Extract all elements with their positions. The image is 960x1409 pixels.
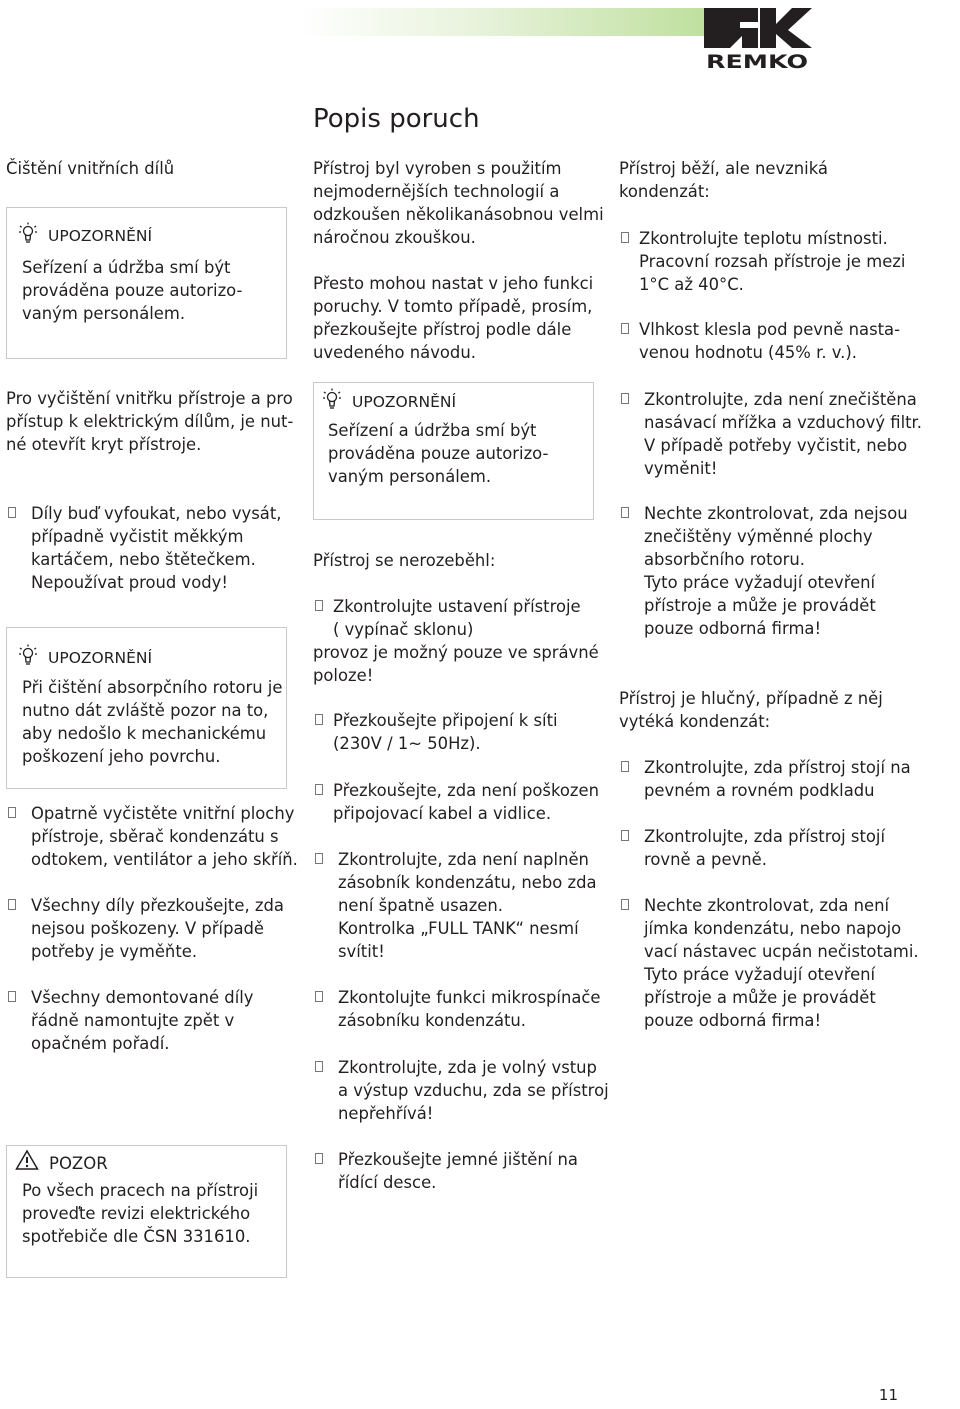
bullet-continuation: provoz je možný pouze ve správné poloze!	[313, 643, 599, 685]
intro-paragraph-1: Přístroj byl vyroben s použitím nejmodernějších technologií a odzkoušen několikanásobnou velmi náročnou zkouškou.	[313, 159, 604, 247]
intro-paragraph-2: Přesto mohou nastat v jeho funkci poruchy. V tomto případě, prosím, přezkoušejte přístroj podle dále uvedeného návodu.	[313, 274, 594, 362]
lightbulb-icon	[18, 222, 38, 250]
bullet-box-icon	[8, 807, 16, 818]
page-number: 11	[878, 1386, 898, 1404]
note-body: Seřízení a údržba smí být prováděna pouze autorizo- vaným personálem.	[22, 258, 243, 323]
note-body: Po všech pracech na přístroji proveďte revizi elektrického spotřebiče dle ČSN 331610.	[22, 1181, 259, 1246]
section-heading-cleaning: Čištění vnitřních dílů	[6, 159, 175, 178]
bullet-item: Opatrně vyčistěte vnitřní plochy přístroje, sběrač kondenzátu s odtokem, ventilátor a jeho skříň.	[31, 804, 298, 869]
cleaning-intro: Pro vyčištění vnitřku přístroje a pro přístup k elektrickým dílům, je nut- né otevřít kryt přístroje.	[6, 389, 294, 454]
page-title: Popis poruch	[313, 104, 480, 134]
warning-note-1	[6, 207, 287, 359]
note-label: UPOZORNĚNÍ	[48, 648, 153, 667]
section-heading-not-starting: Přístroj se nerozeběhl:	[313, 551, 496, 570]
bullet-box-icon	[315, 991, 323, 1002]
note-label: POZOR	[49, 1153, 108, 1173]
bullet-box-icon	[315, 1153, 323, 1164]
bullet-box-icon	[315, 714, 323, 725]
bullet-item: Zkontrolujte, zda není znečištěna nasávací mřížka a vzduchový filtr. V případě potřeby vyčistit, nebo vyměnit!	[644, 390, 922, 478]
header-gradient-bar	[300, 8, 705, 36]
section-heading-no-condensate: Přístroj běží, ale nevzniká kondenzát:	[619, 159, 828, 201]
warning-triangle-icon	[15, 1149, 39, 1177]
lightbulb-icon	[18, 644, 38, 672]
bullet-item: Nechte zkontrolovat, zda nejsou znečištěny výměnné plochy absorbčního rotoru. Tyto práce vyžadují otevření přístroje a může je provádět pouze odborná firma!	[644, 504, 908, 638]
bullet-item: Zkontolujte funkci mikrospínače zásobníku kondenzátu.	[338, 988, 601, 1030]
bullet-item: Zkontrolujte, zda přístroj stojí rovně a pevně.	[644, 827, 886, 869]
bullet-box-icon	[621, 761, 629, 772]
bullet-box-icon	[621, 830, 629, 841]
bullet-box-icon	[621, 232, 629, 243]
bullet-box-icon	[621, 507, 629, 518]
bullet-item: Díly buď vyfoukat, nebo vysát, případně vyčistit měkkým kartáčem, nebo štětečkem. Nepoužívat proud vody!	[31, 504, 282, 592]
bullet-item: Přezkoušejte jemné jištění na řídící desce.	[338, 1150, 578, 1192]
note-label: UPOZORNĚNÍ	[48, 226, 153, 245]
bullet-item: Přezkoušejte připojení k síti (230V / 1~ 50Hz).	[333, 711, 558, 753]
bullet-box-icon	[621, 899, 629, 910]
bullet-item: Všechny demontované díly řádně namontujte zpět v opačném pořadí.	[31, 988, 254, 1053]
note-body: Seřízení a údržba smí být prováděna pouze autorizo- vaným personálem.	[328, 421, 549, 486]
warning-note-2	[6, 627, 287, 789]
brand-text: REMKO	[706, 51, 808, 72]
bullet-box-icon	[315, 600, 323, 611]
bullet-box-icon	[8, 899, 16, 910]
bullet-item: Všechny díly přezkoušejte, zda nejsou poškozeny. V případě potřeby je vyměňte.	[31, 896, 284, 961]
bullet-item: Vlhkost klesla pod pevně nasta- venou hodnotu (45% r. v.).	[639, 320, 901, 362]
bullet-box-icon	[621, 323, 629, 334]
note-body: Při čištění absorpčního rotoru je nutno dát zvláště pozor na to, aby nedošlo k mechanickému poškození jeho povrchu.	[22, 678, 283, 766]
bullet-box-icon	[621, 393, 629, 404]
bullet-box-icon	[315, 1061, 323, 1072]
bullet-item: Zkontrolujte teplotu místnosti. Pracovní rozsah přístroje je mezi 1°C až 40°C.	[639, 229, 906, 294]
note-label: UPOZORNĚNÍ	[352, 392, 457, 411]
bullet-item: Zkontrolujte, zda není naplněn zásobník kondenzátu, nebo zda není špatně usazen. Kontrolka „FULL TANK“ nesmí svítit!	[338, 850, 597, 961]
lightbulb-icon	[322, 388, 342, 416]
bullet-item: Přezkoušejte, zda není poškozen připojovací kabel a vidlice.	[333, 781, 599, 823]
bullet-box-icon	[315, 853, 323, 864]
section-heading-noisy: Přístroj je hlučný, případně z něj vytéká kondenzát:	[619, 689, 883, 731]
bullet-item: Nechte zkontrolovat, zda není jímka kondenzátu, nebo napojo vací nástavec ucpán nečistotami. Tyto práce vyžadují otevření přístroje a může je provádět pouze odborná firma!	[644, 896, 919, 1030]
caution-note	[6, 1145, 287, 1278]
warning-note-3	[313, 382, 594, 520]
bullet-item: Zkontrolujte ustavení přístroje ( vypínač sklonu)	[333, 597, 581, 639]
bullet-box-icon	[8, 991, 16, 1002]
bullet-box-icon	[8, 507, 16, 518]
bullet-box-icon	[315, 784, 323, 795]
bullet-item: Zkontrolujte, zda přístroj stojí na pevném a rovném podkladu	[644, 758, 911, 800]
bullet-item: Zkontrolujte, zda je volný vstup a výstup vzduchu, zda se přístroj nepřehřívá!	[338, 1058, 609, 1123]
remko-logo	[700, 2, 815, 72]
